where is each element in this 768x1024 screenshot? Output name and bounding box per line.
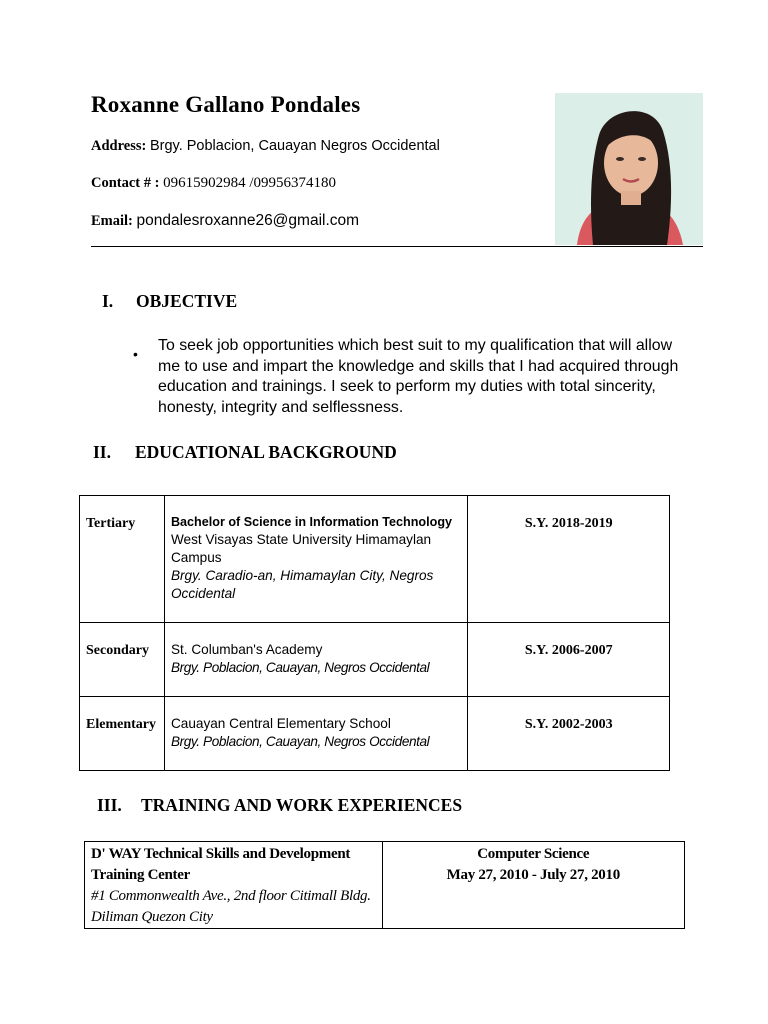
education-school-cell [164, 697, 467, 771]
education-school-year: S.Y. 2018-2019 [468, 496, 670, 623]
education-level: Tertiary [80, 496, 165, 623]
education-school: St. Columban's Academy [170, 642, 323, 657]
training-table [84, 841, 685, 929]
education-address: Brgy. Poblacion, Cauayan, Negros Occidental [170, 734, 430, 749]
objective-bullet: • [133, 346, 138, 362]
education-address: Brgy. Poblacion, Cauayan, Negros Occidental [170, 660, 430, 675]
training-title: TRAINING AND WORK EXPERIENCES [141, 795, 463, 815]
email-line [91, 212, 359, 230]
email-label: Email: [91, 213, 133, 229]
header-divider [91, 246, 703, 247]
training-dates: May 27, 2010 - July 27, 2010 [446, 867, 620, 883]
training-heading [97, 795, 462, 816]
objective-heading [102, 291, 237, 312]
objective-numeral: I. [102, 291, 114, 311]
contact-value: 09615902984 /09956374180 [163, 175, 337, 191]
education-row [80, 496, 670, 623]
address-line [91, 138, 440, 155]
training-row [85, 842, 685, 929]
education-school-year: S.Y. 2002-2003 [468, 697, 670, 771]
contact-label: Contact # : [91, 175, 160, 191]
education-degree: Bachelor of Science in Information Technology [170, 515, 453, 529]
education-level: Secondary [80, 623, 165, 697]
education-address: Brgy. Caradio-an, Himamaylan City, Negros Occidental [170, 568, 434, 601]
objective-text: To seek job opportunities which best suit to my qualification that will allow me to use and impart the knowledge and skills that I had acquired through education and trainings. I seek to perform my duties with total sincerity, honesty, integrity and selflessness. [158, 337, 679, 416]
education-school: West Visayas State University Himamaylan Campus [170, 532, 432, 565]
training-course: Computer Science [477, 846, 590, 862]
education-school: Cauayan Central Elementary School [170, 716, 391, 731]
training-organization-cell [85, 842, 383, 929]
education-row [80, 623, 670, 697]
applicant-name: Roxanne Gallano Pondales [91, 92, 361, 117]
education-school-year: S.Y. 2006-2007 [468, 623, 670, 697]
education-row [80, 697, 670, 771]
education-school-cell [164, 496, 467, 623]
contact-line [91, 175, 336, 192]
training-address: #1 Commonwealth Ave., 2nd floor Citimall Bldg. Diliman Quezon City [91, 888, 371, 925]
profile-photo [555, 93, 703, 245]
education-numeral: II. [93, 442, 111, 462]
education-title: EDUCATIONAL BACKGROUND [135, 442, 397, 462]
education-school-cell [164, 623, 467, 697]
training-numeral: III. [97, 795, 122, 815]
objective-title: OBJECTIVE [136, 291, 238, 311]
address-label: Address: [91, 138, 147, 154]
training-organization: D' WAY Technical Skills and Development Training Center [91, 846, 351, 883]
education-level: Elementary [80, 697, 165, 771]
education-table [79, 495, 670, 771]
training-details-cell [382, 842, 684, 929]
education-heading [93, 442, 397, 463]
email-value: pondalesroxanne26@gmail.com [136, 212, 360, 229]
address-value: Brgy. Poblacion, Cauayan Negros Occidental [149, 138, 440, 154]
